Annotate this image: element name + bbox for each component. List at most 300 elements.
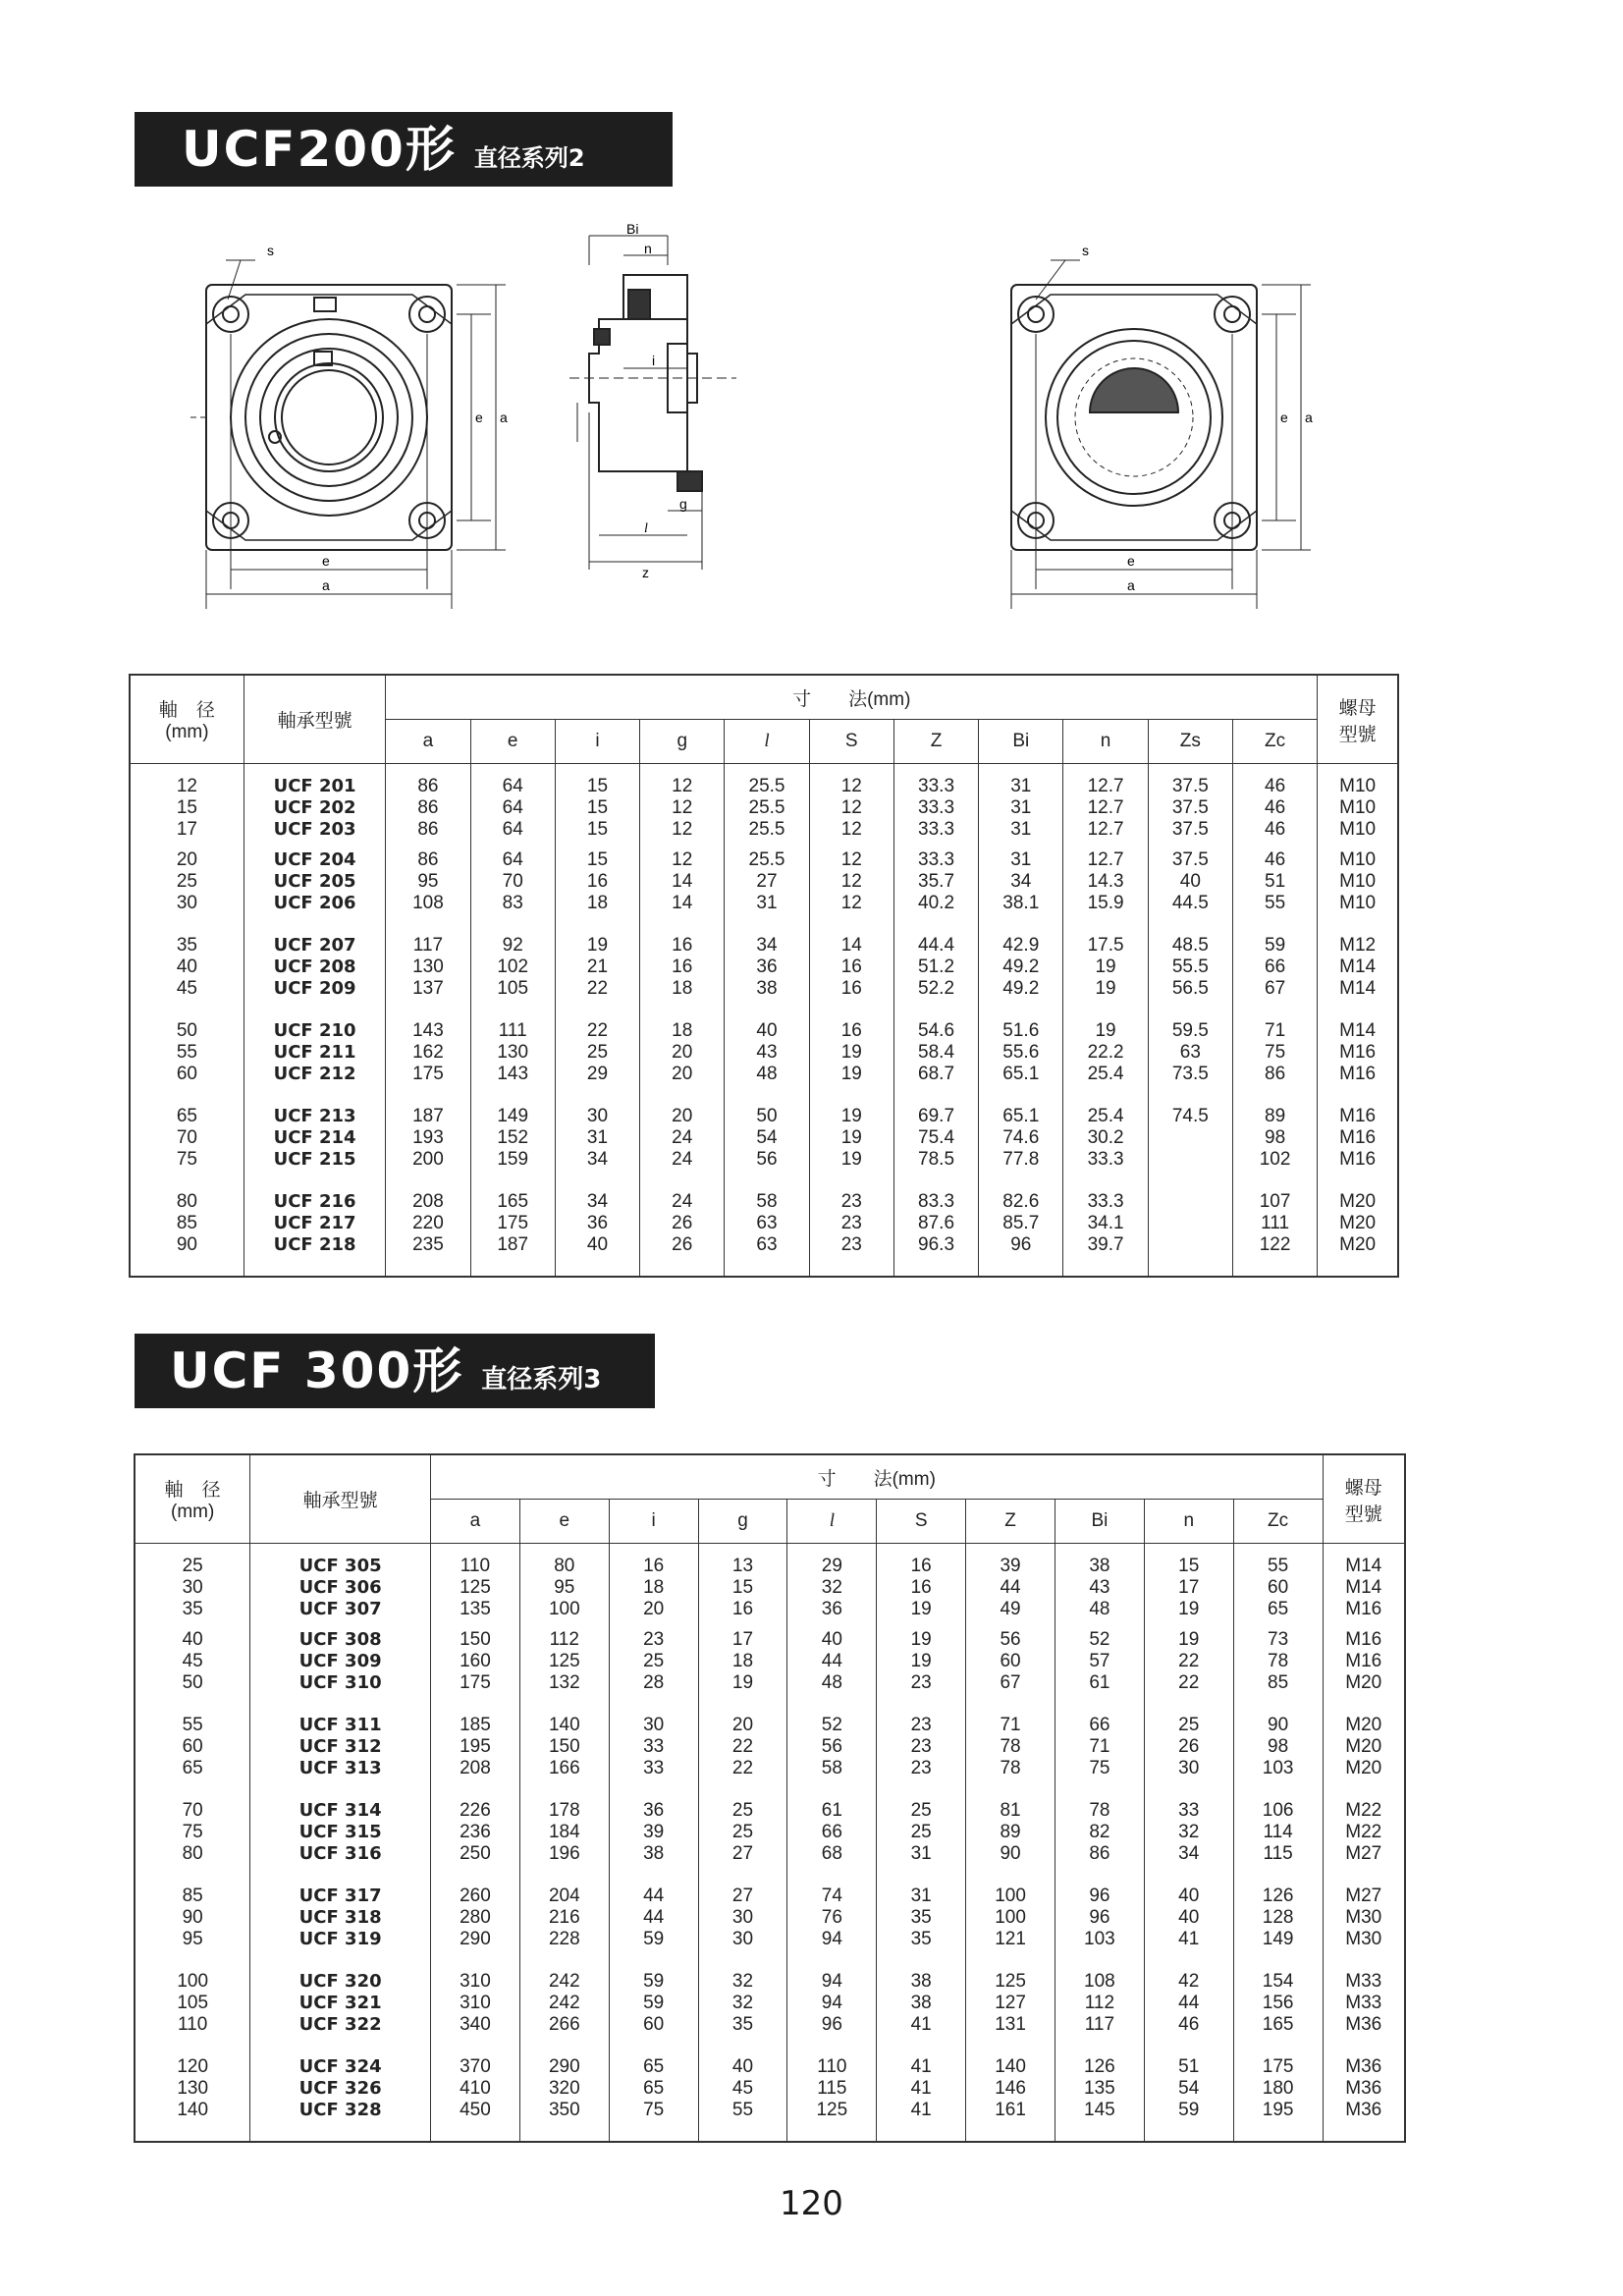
table-cell-value: 39 [1000, 1556, 1021, 1576]
table-cell-value: 12 [672, 848, 693, 870]
table-row-group [135, 2056, 1405, 2142]
table-cell-value: 100 [995, 1885, 1026, 1906]
table-cell-value: 125 [816, 2099, 848, 2120]
table-cell-value: 89 [1265, 1105, 1286, 1126]
table-cell-value: 46 [1265, 819, 1286, 840]
table-cell-value: 51 [1178, 2055, 1200, 2077]
table-cell-value: UCF 314 [298, 1799, 382, 1821]
table-cell-value: 59 [1265, 934, 1286, 956]
table-cell-value: 75 [1265, 1041, 1286, 1063]
column-header-l: l [787, 1500, 877, 1544]
cell-g [698, 1715, 787, 1800]
table-cell-value: 128 [1262, 1906, 1294, 1928]
table-cell-value: 117 [412, 934, 444, 956]
table-cell-value: 140 [995, 2055, 1026, 2077]
cell-zc [1232, 764, 1317, 849]
cell-z [893, 1106, 978, 1191]
table-cell-value: 33.3 [918, 819, 955, 840]
table-cell-value: 126 [1262, 1885, 1294, 1906]
cell-g [698, 1971, 787, 2056]
table-cell-value: 235 [412, 1233, 444, 1255]
table-cell-value: 56 [1000, 1628, 1021, 1650]
table-cell-value: 48 [1089, 1599, 1110, 1619]
table-cell-value: 86 [1089, 1842, 1110, 1864]
table-cell-value: 115 [1263, 1842, 1293, 1864]
table-cell-value: 100 [177, 1970, 209, 1992]
table-cell-value: 66 [1265, 956, 1286, 977]
table-cell-value: 30.2 [1087, 1126, 1124, 1148]
header-shaft-line1: 軸 径 [158, 700, 215, 721]
table-cell-value: 29 [586, 1063, 609, 1084]
table-cell-value: 131 [995, 2013, 1026, 2035]
cell-l [725, 935, 809, 1020]
table-cell-value: M10 [1339, 892, 1377, 913]
cell-bi [979, 935, 1063, 1020]
table-cell-value: 20 [672, 1105, 693, 1126]
table-cell-value: 19 [1095, 956, 1116, 977]
cell-a [431, 1629, 520, 1715]
cell-s [877, 1971, 966, 2056]
table-cell-value: 46 [1265, 848, 1286, 870]
table-cell-value: 41 [910, 2055, 932, 2077]
cell-l [787, 1629, 877, 1715]
table-cell-value: 33.3 [1087, 1148, 1124, 1170]
table-cell-value: 74.6 [1002, 1126, 1040, 1148]
table-cell-value: 20 [643, 1599, 665, 1619]
table-cell-value: M16 [1339, 1041, 1377, 1063]
cell-e [519, 1886, 609, 1971]
cell-model [250, 1886, 431, 1971]
table-cell-value: 35.7 [918, 870, 955, 892]
table-cell-value: 60 [182, 1735, 203, 1757]
table-cell-value: UCF 305 [298, 1556, 382, 1576]
table-cell-value: 78 [1000, 1735, 1021, 1757]
cell-z [966, 1971, 1055, 2056]
cell-g [698, 1629, 787, 1715]
table-cell-value: 59 [643, 1970, 665, 1992]
table-cell-value: 98 [1265, 1126, 1286, 1148]
header-nut-line2: 型號 [1344, 1503, 1382, 1525]
table-cell-value: 96 [1010, 1233, 1032, 1255]
ucf300-subtitle: 直径系列3 [481, 1365, 602, 1394]
table-cell-value: 290 [460, 1928, 491, 1949]
table-cell-value: 75 [176, 1148, 197, 1170]
cell-a [431, 1886, 520, 1971]
table-cell-value: 40 [756, 1019, 778, 1041]
table-cell-value: 103 [1262, 1757, 1294, 1778]
cell-g [698, 1544, 787, 1629]
table-cell-value: 15 [176, 797, 197, 818]
cell-e [470, 849, 555, 935]
table-cell-value: M30 [1345, 1906, 1382, 1928]
table-cell-value: 30 [731, 1906, 754, 1928]
table-cell-value: 31 [756, 892, 778, 913]
cell-bi [1055, 1886, 1144, 1971]
table-cell-value: UCF 203 [273, 819, 356, 840]
cell-s [877, 1715, 966, 1800]
table-cell-value: UCF 317 [298, 1885, 382, 1906]
column-header-l: l [725, 720, 809, 764]
table-cell-value: 44 [643, 1906, 665, 1928]
table-cell-value: 38 [910, 1992, 932, 2013]
table-cell-value: 38 [1089, 1556, 1110, 1576]
cell-z [893, 1191, 978, 1277]
table-cell-value: 25 [586, 1041, 609, 1063]
table-cell-value: 54 [756, 1126, 778, 1148]
table-cell-value: 22 [1178, 1650, 1200, 1671]
table-cell-value: 178 [548, 1799, 580, 1821]
cell-zs [1148, 935, 1232, 1020]
label-s-front: s [267, 243, 274, 258]
table-cell-value: 19 [1178, 1628, 1200, 1650]
table-cell-value: 22 [586, 977, 609, 999]
table-cell-value: 69.7 [918, 1105, 955, 1126]
table-cell-value: 370 [460, 2055, 491, 2077]
table-cell-value: 187 [412, 1105, 444, 1126]
table-cell-value: 32 [1178, 1821, 1200, 1842]
table-cell-value: 73.5 [1171, 1063, 1209, 1084]
cell-zs [1148, 764, 1232, 849]
table-cell-value: 75 [643, 2099, 665, 2120]
cell-l [787, 1544, 877, 1629]
table-cell-value: 23 [643, 1628, 665, 1650]
label-s-rear: s [1082, 243, 1089, 258]
table-cell-value: 65 [643, 2055, 665, 2077]
table-cell-value: 15 [586, 776, 609, 796]
table-cell-value: M16 [1339, 1105, 1377, 1126]
table-cell-value: M20 [1339, 1212, 1377, 1233]
header-nut [1323, 1454, 1405, 1544]
table-cell-value: 127 [995, 1992, 1026, 2013]
table-cell-value: 149 [497, 1105, 529, 1126]
table-cell-value: M22 [1345, 1821, 1382, 1842]
table-cell-value: 75.4 [918, 1126, 955, 1148]
label-g: g [679, 496, 687, 512]
table-cell-value: 49 [1000, 1599, 1021, 1619]
cell-i [609, 1886, 698, 1971]
table-cell-value: 32 [821, 1577, 842, 1598]
table-cell-value: 40 [586, 1233, 609, 1255]
cell-l [787, 1800, 877, 1886]
table-cell-value: 242 [548, 1992, 580, 2013]
table-cell-value: 25 [731, 1821, 754, 1842]
table-cell-value: M20 [1345, 1714, 1382, 1735]
table-cell-value: UCF 307 [298, 1599, 382, 1619]
table-cell-value: 90 [182, 1906, 203, 1928]
table-cell-value: 120 [177, 2055, 209, 2077]
table-cell-value: 310 [460, 1992, 491, 2013]
cell-a [386, 935, 470, 1020]
column-header-zs: Zs [1148, 720, 1232, 764]
cell-n [1063, 849, 1148, 935]
cell-bi [979, 1020, 1063, 1106]
table-cell-value: 143 [412, 1019, 444, 1041]
table-cell-value: 96 [821, 2013, 842, 2035]
cell-zc [1233, 1544, 1323, 1629]
column-header-zc: Zc [1233, 1500, 1323, 1544]
cell-zs [1148, 849, 1232, 935]
table-cell-value: 31 [1010, 819, 1032, 840]
table-cell-value: 86 [417, 848, 439, 870]
cell-g [698, 1800, 787, 1886]
table-cell-value: 260 [460, 1885, 491, 1906]
table-cell-value: 310 [460, 1970, 491, 1992]
cell-s [809, 935, 893, 1020]
cell-shaft [135, 1971, 250, 2056]
table-cell-value: 125 [995, 1970, 1026, 1992]
table-cell-value: 25.5 [748, 797, 785, 818]
table-cell-value: 55.6 [1002, 1041, 1040, 1063]
cell-bi [1055, 1715, 1144, 1800]
table-cell-value: 26 [1178, 1735, 1200, 1757]
table-cell-value: 59 [643, 1928, 665, 1949]
table-cell-value: 156 [1262, 1992, 1294, 2013]
cell-nut [1323, 1629, 1405, 1715]
label-i: i [652, 353, 656, 368]
label-bi: Bi [626, 221, 639, 237]
table-cell-value: 102 [497, 956, 529, 977]
label-l: l [644, 521, 648, 536]
table-cell-value: 23 [910, 1714, 932, 1735]
table-cell-value: 48.5 [1171, 934, 1209, 956]
table-cell-value: 226 [460, 1799, 491, 1821]
table-cell-value: 135 [460, 1599, 491, 1619]
table-cell-value: 44.5 [1171, 892, 1209, 913]
table-cell-value: 98 [1268, 1735, 1289, 1757]
table-cell-value: 12.7 [1087, 797, 1124, 818]
table-cell-value: 236 [460, 1821, 491, 1842]
cell-i [609, 1629, 698, 1715]
table-cell-value: 70 [176, 1126, 197, 1148]
table-cell-value: UCF 316 [298, 1842, 382, 1864]
cell-n [1144, 1629, 1233, 1715]
table-cell-value: 71 [1265, 1019, 1286, 1041]
table-row-group [135, 1715, 1405, 1800]
table-cell-value: 26 [672, 1212, 693, 1233]
table-cell-value: 46 [1178, 2013, 1200, 2035]
table-cell-value: 187 [497, 1233, 529, 1255]
table-cell-value: 56 [821, 1735, 842, 1757]
table-cell-value: 16 [910, 1556, 932, 1576]
table-cell-value: 159 [497, 1148, 529, 1170]
table-cell-value: 15 [586, 819, 609, 840]
table-cell-value: 19 [840, 1063, 862, 1084]
table-cell-value: 290 [548, 2055, 580, 2077]
table-row-group [135, 1800, 1405, 1886]
table-cell-value: 96 [1089, 1906, 1110, 1928]
table-cell-value: 204 [548, 1885, 580, 1906]
table-cell-value: 37.5 [1171, 819, 1209, 840]
table-cell-value: 61 [1089, 1671, 1110, 1693]
table-cell-value: M16 [1339, 1063, 1377, 1084]
table-cell-value: 59.5 [1171, 1019, 1209, 1041]
column-header-zc: Zc [1232, 720, 1317, 764]
label-a-rear-h: a [1127, 577, 1135, 593]
table-cell-value: 195 [1262, 2099, 1294, 2120]
table-cell-value: 105 [177, 1992, 209, 2013]
cell-a [431, 1544, 520, 1629]
table-cell-value: 64 [502, 797, 523, 818]
table-row-group [135, 1629, 1405, 1715]
column-header-bi: Bi [979, 720, 1063, 764]
table-cell-value: M14 [1345, 1556, 1382, 1576]
table-cell-value: 12 [672, 776, 693, 796]
table-cell-value: 41 [1178, 1928, 1200, 1949]
table-cell-value: 33.3 [1087, 1190, 1124, 1212]
table-cell-value: 25 [643, 1650, 665, 1671]
table-cell-value: 49.2 [1002, 956, 1040, 977]
table-cell-value: 74 [821, 1885, 842, 1906]
table-cell-value: 105 [497, 977, 529, 999]
table-cell-value: 75 [182, 1821, 203, 1842]
cell-bi [1055, 1629, 1144, 1715]
cell-zs [1148, 1020, 1232, 1106]
ucf300-title: UCF 300形 [170, 1342, 464, 1399]
table-cell-value: 33 [643, 1735, 665, 1757]
table-cell-value: UCF 208 [273, 956, 356, 977]
table-cell-value: UCF 309 [298, 1650, 382, 1671]
table-cell-value: UCF 320 [298, 1970, 382, 1992]
table-cell-value: 15 [586, 848, 609, 870]
cell-l [787, 2056, 877, 2142]
table-cell-value: 121 [995, 1928, 1026, 1949]
cell-g [640, 1106, 725, 1191]
cell-shaft [135, 2056, 250, 2142]
table-cell-value: 34 [1010, 870, 1032, 892]
cell-model [250, 1544, 431, 1629]
cell-a [431, 1715, 520, 1800]
table-cell-value: 67 [1000, 1671, 1021, 1693]
table-cell-value: 17 [731, 1628, 754, 1650]
cell-model [243, 935, 385, 1020]
table-cell-value: 18 [672, 977, 693, 999]
cell-l [725, 1020, 809, 1106]
table-cell-value: 107 [1259, 1190, 1291, 1212]
table-cell-value: 94 [821, 1928, 842, 1949]
cell-z [966, 2056, 1055, 2142]
table-cell-value: 22 [586, 1019, 609, 1041]
table-cell-value: UCF 311 [298, 1714, 382, 1735]
table-cell-value: 34 [1178, 1842, 1200, 1864]
column-header-z: Z [893, 720, 978, 764]
table-cell-value: 41 [910, 2013, 932, 2035]
table-cell-value: M14 [1339, 1019, 1377, 1041]
table-cell-value: 54 [1178, 2077, 1200, 2099]
cell-shaft [130, 935, 243, 1020]
table-cell-value: 14 [672, 892, 693, 913]
table-cell-value: UCF 310 [298, 1671, 382, 1693]
table-cell-value: 161 [995, 2099, 1026, 2120]
table-cell-value: 34 [586, 1148, 609, 1170]
cell-zc [1232, 1191, 1317, 1277]
column-header-a: a [431, 1500, 520, 1544]
table-cell-value: 32 [731, 1970, 754, 1992]
table-cell-value: 43 [756, 1041, 778, 1063]
table-cell-value: 20 [672, 1063, 693, 1084]
table-cell-value: 12 [840, 819, 862, 840]
cell-g [640, 1191, 725, 1277]
table-cell-value: 160 [460, 1650, 491, 1671]
table-cell-value: 55 [1268, 1556, 1289, 1576]
table-cell-value: 152 [497, 1126, 529, 1148]
cell-s [877, 2056, 966, 2142]
header-dimensions: 寸 法(mm) [431, 1454, 1324, 1500]
table-cell-value: 135 [1084, 2077, 1115, 2099]
cell-bi [979, 849, 1063, 935]
table-cell-value: 19 [1095, 1019, 1116, 1041]
table-cell-value: 31 [1010, 848, 1032, 870]
table-cell-value: 25 [182, 1556, 203, 1576]
cell-zc [1233, 1629, 1323, 1715]
cell-shaft [130, 1191, 243, 1277]
cell-zc [1232, 849, 1317, 935]
table-cell-value: 15.9 [1087, 892, 1124, 913]
table-cell-value: 106 [1262, 1799, 1294, 1821]
table-cell-value [1149, 1234, 1232, 1256]
cell-l [787, 1715, 877, 1800]
table-cell-value: UCF 209 [273, 977, 356, 999]
cell-nut [1323, 1544, 1405, 1629]
table-cell-value: UCF 306 [298, 1577, 382, 1598]
table-cell-value: 31 [1010, 797, 1032, 818]
table-cell-value: 14 [672, 870, 693, 892]
cell-model [250, 1971, 431, 2056]
cell-i [609, 2056, 698, 2142]
table-cell-value: 320 [548, 2077, 580, 2099]
table-cell-value: 14 [840, 934, 862, 956]
cell-i [555, 1020, 639, 1106]
table-cell-value: 19 [910, 1599, 932, 1619]
table-cell-value: 68.7 [918, 1063, 955, 1084]
cell-i [555, 849, 639, 935]
cell-e [470, 1191, 555, 1277]
table-cell-value: 52 [1089, 1628, 1110, 1650]
table-cell-value: UCF 218 [273, 1233, 356, 1255]
table-cell-value: M20 [1345, 1671, 1382, 1693]
cell-bi [1055, 1971, 1144, 2056]
table-cell-value: 242 [548, 1970, 580, 1992]
table-cell-value: 40 [1178, 1885, 1200, 1906]
table-cell-value: 150 [548, 1735, 580, 1757]
table-cell-value: 12 [840, 892, 862, 913]
table-cell-value: 63 [1179, 1041, 1201, 1063]
table-cell-value: 30 [731, 1928, 754, 1949]
table-cell-value: 64 [502, 819, 523, 840]
table-cell-value: 166 [548, 1757, 580, 1778]
table-cell-value: 25 [1178, 1714, 1200, 1735]
table-cell-value: UCF 201 [273, 776, 356, 796]
cell-n [1144, 1715, 1233, 1800]
table-cell-value: 55 [182, 1714, 203, 1735]
cell-shaft [130, 849, 243, 935]
table-cell-value: 18 [586, 892, 609, 913]
header-nut-line1: 螺母 [1344, 1477, 1382, 1499]
cell-n [1063, 1106, 1148, 1191]
cell-e [470, 1106, 555, 1191]
cell-shaft [130, 1106, 243, 1191]
table-cell-value: 175 [412, 1063, 444, 1084]
cell-zc [1233, 1971, 1323, 2056]
table-cell-value: 37.5 [1171, 848, 1209, 870]
table-cell-value: 49.2 [1002, 977, 1040, 999]
cell-l [725, 1106, 809, 1191]
cell-s [877, 1629, 966, 1715]
cell-shaft [135, 1715, 250, 1800]
column-header-s: S [877, 1500, 966, 1544]
table-cell-value: UCF 313 [298, 1757, 382, 1778]
table-cell-value: 85 [182, 1885, 203, 1906]
cell-zc [1232, 1020, 1317, 1106]
